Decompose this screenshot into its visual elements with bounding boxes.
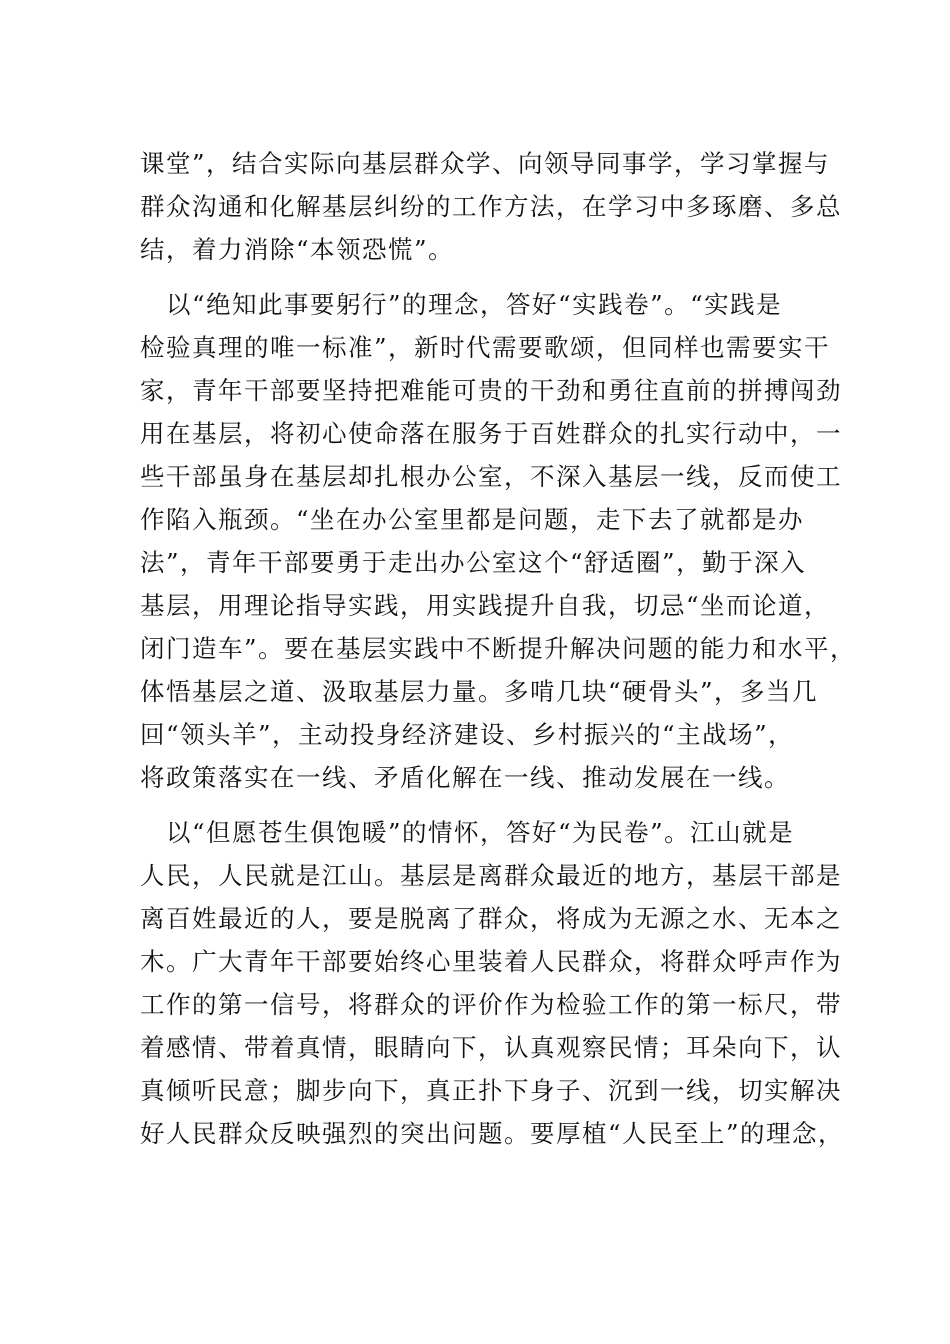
text-line: 作陷入瓶颈。“坐在办公室里都是问题，走下去了就都是办 <box>140 505 805 534</box>
text-line: 离百姓最近的人，要是脱离了群众，将成为无源之水、无本之 <box>140 904 842 933</box>
text-line: 家，青年干部要坚持把难能可贵的干劲和勇往直前的拼搏闯劲 <box>140 376 842 405</box>
text-line: 真倾听民意；脚步向下，真正扑下身子、沉到一线，切实解决 <box>140 1076 842 1105</box>
text-line: 以“绝知此事要躬行”的理念，答好“实践卷”。“实践是 <box>140 290 783 319</box>
text-line: 检验真理的唯一标准”，新时代需要歌颂，但同样也需要实干 <box>140 333 831 362</box>
paragraph-3 <box>140 811 845 1155</box>
text-line: 基层，用理论指导实践，用实践提升自我，切忌“坐而论道， <box>140 591 831 620</box>
text-line: 好人民群众反映强烈的突出问题。要厚植“人民至上”的理念， <box>140 1119 845 1148</box>
paragraph-1 <box>140 142 842 271</box>
text-line: 工作的第一信号，将群众的评价作为检验工作的第一标尺，带 <box>140 990 842 1019</box>
text-line: 法”，青年干部要勇于走出办公室这个“舒适圈”，勤于深入 <box>140 548 807 577</box>
paragraph-2 <box>140 283 857 799</box>
text-line: 体悟基层之道、汲取基层力量。多啃几块“硬骨头”，多当几 <box>140 677 819 706</box>
text-line: 些干部虽身在基层却扎根办公室，不深入基层一线，反而使工 <box>140 462 842 491</box>
text-line: 群众沟通和化解基层纠纷的工作方法，在学习中多琢磨、多总 <box>140 192 842 221</box>
text-line: 将政策落实在一线、矛盾化解在一线、推动发展在一线。 <box>140 763 790 792</box>
text-line: 课堂”，结合实际向基层群众学、向领导同事学，学习掌握与 <box>140 149 831 178</box>
text-line: 结，着力消除“本领恐慌”。 <box>140 235 455 264</box>
text-line: 回“领头羊”，主动投身经济建设、乡村振兴的“主战场”， <box>140 720 795 749</box>
text-line: 木。广大青年干部要始终心里装着人民群众，将群众呼声作为 <box>140 947 842 976</box>
text-line: 用在基层，将初心使命落在服务于百姓群众的扎实行动中，一 <box>140 419 842 448</box>
text-line: 闭门造车”。要在基层实践中不断提升解决问题的能力和水平， <box>140 634 857 663</box>
text-line: 着感情、带着真情，眼睛向下，认真观察民情；耳朵向下，认 <box>140 1033 842 1062</box>
document-body <box>140 142 857 1155</box>
text-line: 人民，人民就是江山。基层是离群众最近的地方，基层干部是 <box>140 861 842 890</box>
paragraph-spacer <box>140 799 830 811</box>
paragraph-spacer <box>140 271 830 283</box>
text-line: 以“但愿苍生俱饱暖”的情怀，答好“为民卷”。江山就是 <box>140 818 795 847</box>
